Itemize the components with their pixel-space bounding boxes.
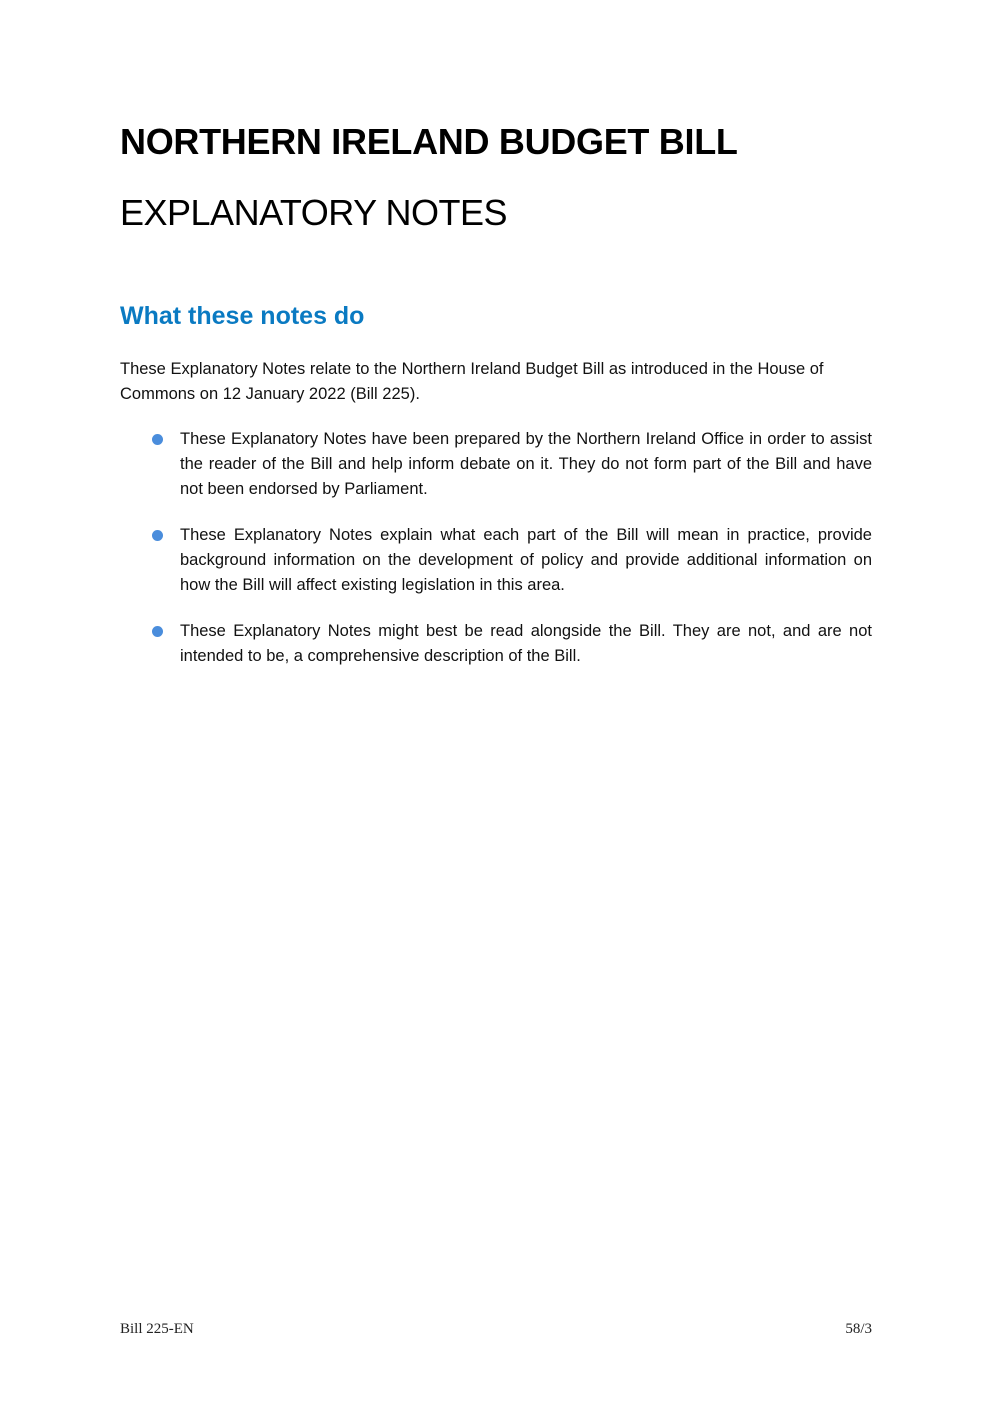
footer-page-code: 58/3 bbox=[845, 1321, 872, 1337]
footer-bill-reference: Bill 225-EN bbox=[120, 1321, 194, 1337]
bullet-dot-icon bbox=[152, 626, 163, 637]
bullet-item bbox=[120, 523, 872, 598]
bullet-text: These Explanatory Notes have been prepared by the Northern Ireland Office in order to assist the reader of the Bill and help inform debate on it. They do not form part of the Bill and have not been endorsed by Parliament. bbox=[180, 430, 872, 498]
intro-paragraph: These Explanatory Notes relate to the Northern Ireland Budget Bill as introduced in the House of Commons on 12 January 2022 (Bill 225). bbox=[120, 360, 824, 403]
bullet-text: These Explanatory Notes explain what each part of the Bill will mean in practice, provide background information on the development of policy and provide additional information on how the Bill will affect existing legislation in this area. bbox=[180, 526, 872, 594]
bullet-list bbox=[120, 427, 872, 690]
bullet-text: These Explanatory Notes might best be read alongside the Bill. They are not, and are not intended to be, a comprehensive description of the Bill. bbox=[180, 622, 872, 665]
bullet-item bbox=[120, 427, 872, 502]
bullet-item bbox=[120, 619, 872, 669]
section-heading: What these notes do bbox=[120, 302, 365, 330]
document-subtitle: EXPLANATORY NOTES bbox=[120, 192, 507, 233]
document-title: NORTHERN IRELAND BUDGET BILL bbox=[120, 121, 738, 162]
bullet-dot-icon bbox=[152, 434, 163, 445]
bullet-dot-icon bbox=[152, 530, 163, 541]
